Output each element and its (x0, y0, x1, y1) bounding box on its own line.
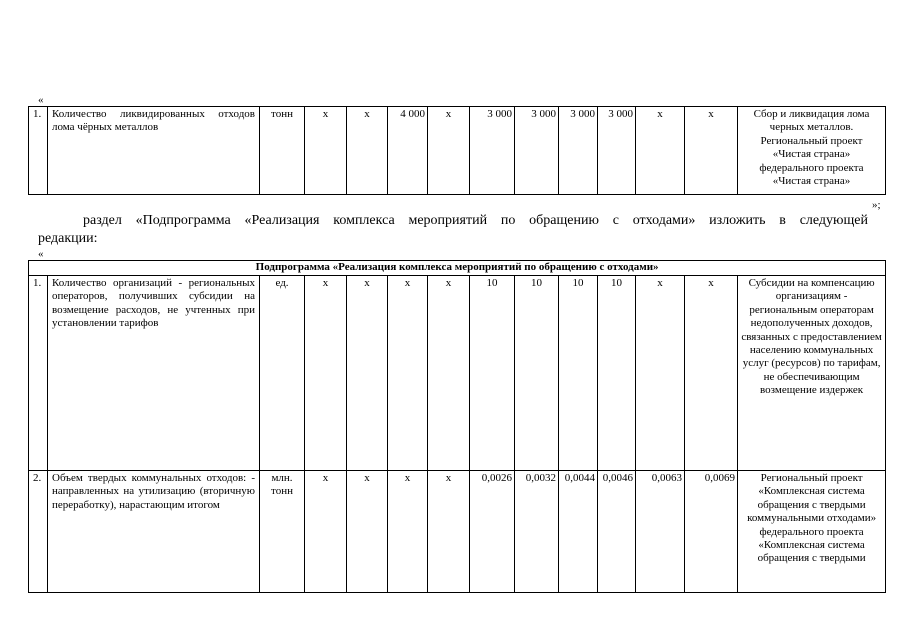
indicator-name: Количество ликвидированных отходов лома чёрных металлов (48, 107, 260, 195)
value-cell: х (388, 276, 428, 471)
value-cell: х (636, 276, 685, 471)
value-cell: х (428, 276, 470, 471)
paragraph-line-2: редакции: (38, 231, 98, 246)
note-cell: Сбор и ликвидация лома черных металлов. Региональный проект «Чистая страна» федерального проекта «Чистая страна» (738, 107, 886, 195)
value-cell: х (347, 107, 388, 195)
value-cell: х (347, 471, 388, 593)
value-cell: 10 (470, 276, 515, 471)
value-cell: 0,0063 (636, 471, 685, 593)
value-cell: 0,0046 (598, 471, 636, 593)
value-cell: 10 (559, 276, 598, 471)
row-number: 2. (29, 471, 48, 593)
indicator-table-2 (28, 260, 886, 593)
value-cell: х (347, 276, 388, 471)
unit-cell: млн. тонн (260, 471, 305, 593)
value-cell: х (685, 107, 738, 195)
subprogram-header-row (29, 261, 886, 276)
value-cell: х (428, 471, 470, 593)
value-cell: 0,0069 (685, 471, 738, 593)
table-row (29, 107, 886, 195)
row-number: 1. (29, 107, 48, 195)
indicator-name: Количество организаций - региональных операторов, получивших субсидии на возмещение расходов, не учтенных при установлении тарифов (48, 276, 260, 471)
note-cell: Региональный проект «Комплексная система обращения с твердыми коммунальными отходами» федерального проекта «Комплексная система обращения с твердыми (738, 471, 886, 593)
closing-quote: »; (872, 199, 881, 211)
paragraph-line-1: раздел «Подпрограмма «Реализация комплекса мероприятий по обращению с отходами» изложить в следующей (83, 213, 868, 228)
value-cell: 4 000 (388, 107, 428, 195)
indicator-name: Объем твердых коммунальных отходов: - направленных на утилизацию (вторичную переработку), нарастающим итогом (48, 471, 260, 593)
value-cell: 3 000 (470, 107, 515, 195)
value-cell: х (428, 107, 470, 195)
value-cell: 10 (598, 276, 636, 471)
indicator-table-1 (28, 106, 886, 195)
table-row (29, 471, 886, 593)
value-cell: 0,0026 (470, 471, 515, 593)
value-cell: 10 (515, 276, 559, 471)
value-cell: х (305, 276, 347, 471)
value-cell: х (305, 107, 347, 195)
unit-cell: тонн (260, 107, 305, 195)
row-number: 1. (29, 276, 48, 471)
opening-quote-2: « (38, 248, 44, 260)
subprogram-title: Подпрограмма «Реализация комплекса мероприятий по обращению с отходами» (29, 261, 886, 276)
value-cell: х (388, 471, 428, 593)
value-cell: 3 000 (515, 107, 559, 195)
unit-cell: ед. (260, 276, 305, 471)
value-cell: х (685, 276, 738, 471)
value-cell: 0,0032 (515, 471, 559, 593)
value-cell: х (636, 107, 685, 195)
table-row (29, 276, 886, 471)
note-cell: Субсидии на компенсацию организациям - региональным операторам недополученных доходов, связанных с предоставлением населению коммунальных услуг (ресурсов) по тарифам, не обеспечивающим возмещение издержек (738, 276, 886, 471)
value-cell: 0,0044 (559, 471, 598, 593)
value-cell: 3 000 (559, 107, 598, 195)
opening-quote-1: « (38, 94, 44, 106)
value-cell: х (305, 471, 347, 593)
value-cell: 3 000 (598, 107, 636, 195)
